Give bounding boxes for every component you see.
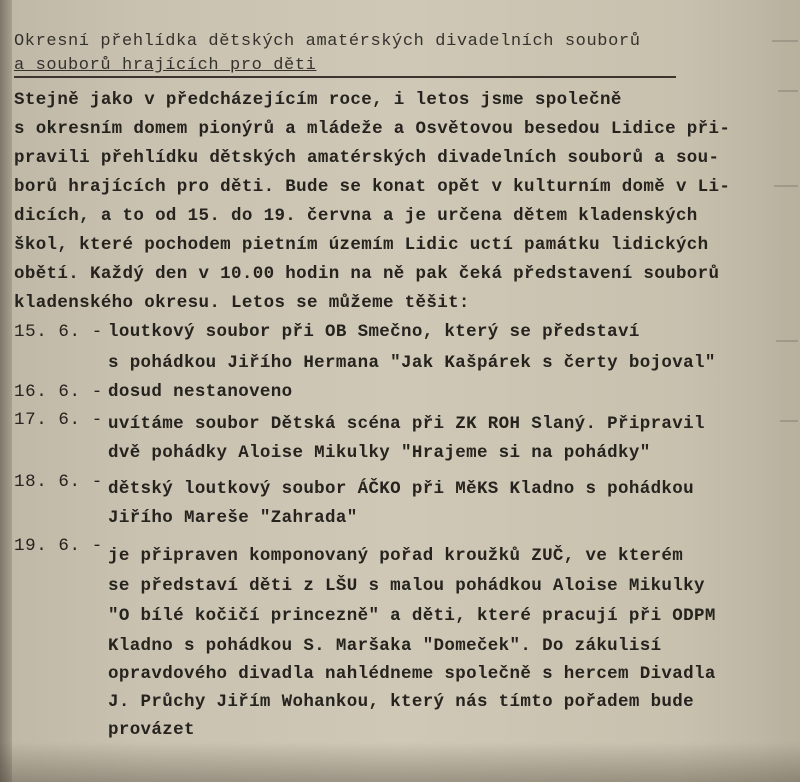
schedule-text: dvě pohádky Aloise Mikulky "Hrajeme si na pohádky" [108, 443, 651, 463]
heading-line-1: Okresní přehlídka dětských amatérských divadelních souborů [14, 32, 641, 51]
schedule-text: opravdového divadla nahlédneme společně s hercem Divadla [108, 664, 716, 684]
intro-line: borů hrajících pro děti. Bude se konat opět v kulturním domě v Li- [14, 177, 731, 197]
schedule-text: s pohádkou Jiřího Hermana "Jak Kašpárek s čerty bojoval" [108, 353, 716, 373]
heading-underline [14, 76, 676, 78]
page-edge-shadow [0, 0, 12, 782]
schedule-text: je připraven komponovaný pořad kroužků ZUČ, ve kterém [108, 546, 684, 566]
schedule-date: 17. 6. - [14, 410, 103, 430]
schedule-date: 18. 6. - [14, 472, 103, 492]
schedule-text: loutkový soubor při OB Smečno, který se představí [108, 322, 640, 342]
bleed-mark [780, 420, 798, 422]
schedule-text: se představí děti z LŠU s malou pohádkou Aloise Mikulky [108, 576, 705, 596]
bleed-mark [772, 40, 798, 42]
bleed-mark [774, 185, 798, 187]
bleed-mark [778, 90, 798, 92]
intro-line: dicích, a to od 15. do 19. června a je určena dětem kladenských [14, 206, 698, 226]
intro-line: obětí. Každý den v 10.00 hodin na ně pak čeká představení souborů [14, 264, 720, 284]
schedule-date: 15. 6. - [14, 322, 103, 342]
bleed-mark [776, 340, 798, 342]
intro-line: škol, které pochodem pietním územím Lidic uctí památku lidických [14, 235, 709, 255]
heading-line-2: a souborů hrajících pro děti [14, 56, 317, 75]
schedule-text: dosud nestanoveno [108, 382, 293, 402]
document-heading [14, 30, 641, 78]
schedule-text: Jiřího Mareše "Zahrada" [108, 508, 358, 528]
intro-line: kladenského okresu. Letos se můžeme těšit: [14, 293, 470, 313]
schedule-text: dětský loutkový soubor ÁČKO při MěKS Kladno s pohádkou [108, 479, 694, 499]
page-bottom-shadow [0, 742, 800, 782]
bleed-through-margin [766, 0, 800, 782]
schedule-text: "O bílé kočičí princezně" a děti, které pracují při ODPM [108, 606, 716, 626]
schedule-date: 19. 6. - [14, 536, 103, 556]
schedule-text: J. Průchy Jiřím Wohankou, který nás tímto pořadem bude [108, 692, 694, 712]
schedule-text: provázet [108, 720, 195, 740]
schedule-date: 16. 6. - [14, 382, 103, 402]
intro-line: s okresním domem pionýrů a mládeže a Osvětovou besedou Lidice při- [14, 119, 731, 139]
schedule-text: uvítáme soubor Dětská scéna při ZK ROH Slaný. Připravil [108, 414, 705, 434]
intro-line: pravili přehlídku dětských amatérských divadelních souborů a sou- [14, 148, 720, 168]
intro-line: Stejně jako v předcházejícím roce, i letos jsme společně [14, 90, 622, 110]
schedule-text: Kladno s pohádkou S. Maršaka "Domeček". Do zákulisí [108, 636, 662, 656]
